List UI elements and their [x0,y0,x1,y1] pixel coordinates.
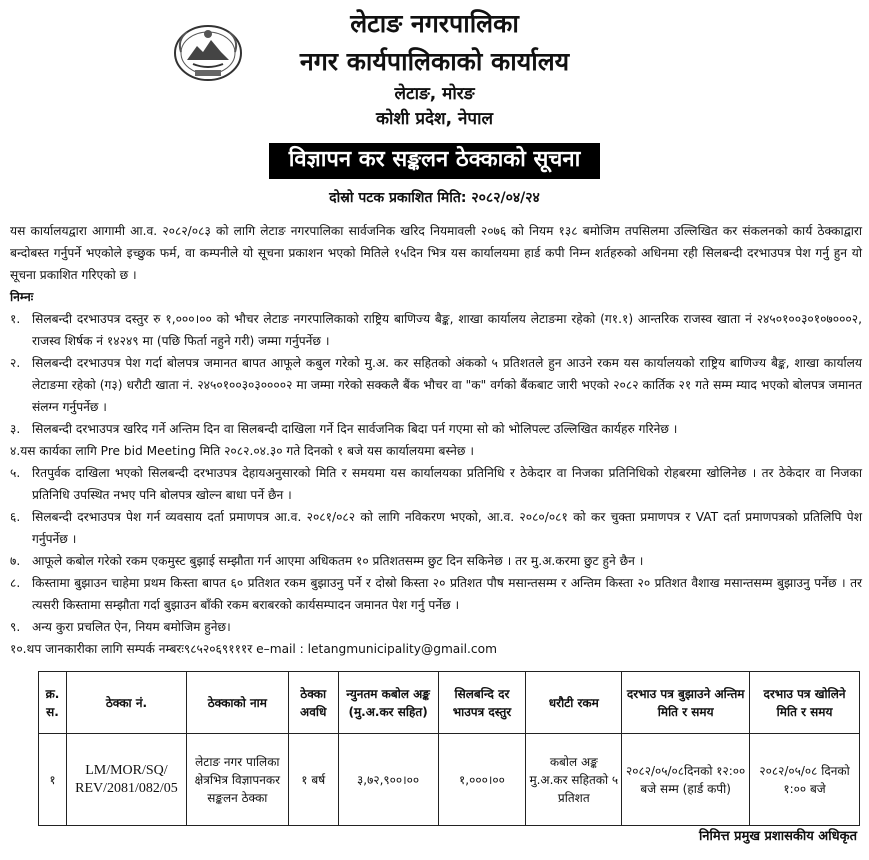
cell-duration: १ बर्ष [288,734,338,826]
condition-item: ७. आफूले कबोल गरेको रकम एकमुस्ट बुझाई सम्झौता गर्न आएमा अधिकतम १० प्रतिशतसम्म छुट दिन सकिनेछ । तर मु.अ.करमा छुट हुने छैन । [10,554,644,568]
table-header-row [39,672,860,734]
condition-item: ९. अन्य कुरा प्रचलित ऐन, नियम बमोजिम हुनेछ। [10,620,231,634]
cell-opening-date: २०८२/०५/०८ दिनको १:०० बजे [750,734,860,826]
letterhead [0,0,869,135]
province-name: कोशी प्रदेश, नेपाल [376,109,493,129]
notice-title: विज्ञापन कर सङ्कलन ठेक्काको सूचना [269,143,601,179]
col-deposit: धरौटी रकम [526,672,622,734]
conditions-heading: निम्नः [10,290,34,304]
office-location: लेटाङ, मोरङ [394,84,475,104]
municipality-name: लेटाङ नगरपालिका [350,9,519,38]
col-serial: क्र. स. [39,672,67,734]
condition-item: ५. रितपुर्वक दाखिला भएको सिलबन्दी दरभाउपत्र देहायअनुसारको मिति र समयमा यस कार्यालयका प्रतिनिधि र ठेकेदार वा निजका प्रतिनिधिको रोहबरमा खोलिनेछ । तर ठेकेदार वा निजका प्रतिनिधि उपस्थित नभए पनि बोलपत्र खोल्न बाधा पर्ने छैन । [10,466,862,502]
notice-banner [0,143,869,179]
condition-item: १. सिलबन्दी दरभाउपत्र दस्तुर रु १,०००।०० को भौचर लेटाङ नगरपालिकाको राष्ट्रिय बाणिज्य बैङ्क, शाखा कार्यालय लेटाङमा रहेको (ग१.१) आन्तरिक राजस्व खाता नं २४५०१००३०१०७०००२, राजस्व शिर्षक नं १४२४९ मा (पछि फिर्ता नहुने गरी) जम्मा गर्नुपर्नेछ । [10,312,862,348]
col-submission-deadline: दरभाउ पत्र बुझाउने अन्तिम मिति र समय [622,672,750,734]
condition-item: ३. सिलबन्दी दरभाउपत्र खरिद गर्ने अन्तिम दिन वा सिलबन्दी दाखिला गर्ने दिन सार्वजनिक बिदा पर्न गएमा सो को भोलिपल्ट उल्लिखित कार्यहरु गरिनेछ । [10,422,678,436]
col-contract-no: ठेक्का नं. [66,672,186,734]
table-row [39,734,860,826]
cell-contract-name: लेटाङ नगर पालिका क्षेत्रभित्र विज्ञापनकर सङ्कलन ठेक्का [186,734,288,826]
condition-item: ८. किस्तामा बुझाउन चाहेमा प्रथम किस्ता बापत ६० प्रतिशत रकम बुझाउनु पर्ने र दोस्रो किस्ता २० प्रतिशत पौष मसान्तसम्म र अन्तिम किस्ता २० प्रतिशत वैशाख मसान्तसम्म बुझाउनु पर्नेछ । तर त्यसरी किस्तामा सम्झौता गर्दा बुझाउन बाँकी रकम बराबरको कार्यसम्पादन जमानत पेश गर्नु पर्नेछ । [10,576,862,612]
conditions-list [10,308,862,660]
contact-line: १०.थप जानकारीका लागि सम्पर्क नम्बरः९८५२०६९१११र e–mail : letangmunicipality@gmail.com [10,642,497,656]
condition-item: ४.यस कार्यका लागि Pre bid Meeting मिति २०८२.०४.३० गते दिनको १ बजे यस कार्यालयमा बस्नेछ । [10,444,474,458]
cell-submission-deadline: २०८२/०५/०८दिनको १२:०० बजे सम्म (हार्ड कपी) [622,734,750,826]
cell-contract-no: LM/MOR/SQ/ REV/2081/082/05 [66,734,186,826]
cell-deposit: कबोल अङ्क मु.अ.कर सहितको ५ प्रतिशत [526,734,622,826]
contract-table [38,671,860,826]
notice-body [10,220,862,660]
office-name: नगर कार्यपालिकाको कार्यालय [299,47,570,76]
cell-bid-fee: १,०००।०० [438,734,526,826]
col-duration: ठेक्का अवधि [288,672,338,734]
condition-item: ६. सिलबन्दी दरभाउपत्र पेश गर्न व्यवसाय दर्ता प्रमाणपत्र आ.व. २०८१/०८२ को लागि नविकरण भएको, आ.व. २०८०/०८१ को कर चुक्ता प्रमाणपत्र र VAT दर्ता प्रमाणपत्रको प्रतिलिपि पेश गर्नुपर्नेछ । [10,510,862,546]
col-contract-name: ठेक्काको नाम [186,672,288,734]
col-opening-date: दरभाउ पत्र खोलिने मिति र समय [750,672,860,734]
publication-date: दोस्रो पटक प्रकाशित मिति: २०८२/०४/२४ [329,190,540,206]
condition-item: २. सिलबन्दी दरभाउपत्र पेश गर्दा बोलपत्र जमानत बापत आफूले कबुल गरेको मु.अ. कर सहितको अंकको ५ प्रतिशतले हुन आउने रकम यस कार्यालयको राष्ट्रिय बाणिज्य बैङ्क, शाखा कार्यालय लेटाङमा रहेको (ग३) धरौटी खाता नं. २४५०१००३०३००००२ मा जम्मा गरेको सक्कलै बैंक भौचर वा "क" वर्गको बैंकबाट जारी भएको २०८२ कार्तिक २१ गते सम्म म्याद भएको बोलपत्र जमानत संलग्न गर्नुपर्नेछ । [10,356,863,414]
cell-min-bid: ३,७२,९००।०० [338,734,438,826]
cell-serial: १ [39,734,67,826]
signatory-title: निमित्त प्रमुख प्रशासकीय अधिकृत [698,829,857,844]
intro-paragraph: यस कार्यालयद्वारा आगामी आ.व. २०८२/०८३ को लागि लेटाङ नगरपालिका सार्वजनिक खरिद नियमावली २०७६ को नियम १३८ बमोजिम तपसिलमा उल्लिखित कर संकलनको कार्य ठेक्काद्वारा बन्दोबस्त गर्नुपर्ने भएकोले इच्छुक फर्म, वा कम्पनीले यो सूचना प्रकाशन भएको मितिले १५दिन भित्र यस कार्यालयमा हार्ड कपी निम्न शर्तहरुको अधिनमा रही सिलबन्दी दरभाउपत्र पेश गर्नु हुन यो सूचना प्रकाशित गरिएको छ । [10,224,862,282]
col-min-bid: न्युनतम कबोल अङ्क (मु.अ.कर सहित) [338,672,438,734]
col-bid-fee: सिलबन्दि दर भाउपत्र दस्तुर [438,672,526,734]
